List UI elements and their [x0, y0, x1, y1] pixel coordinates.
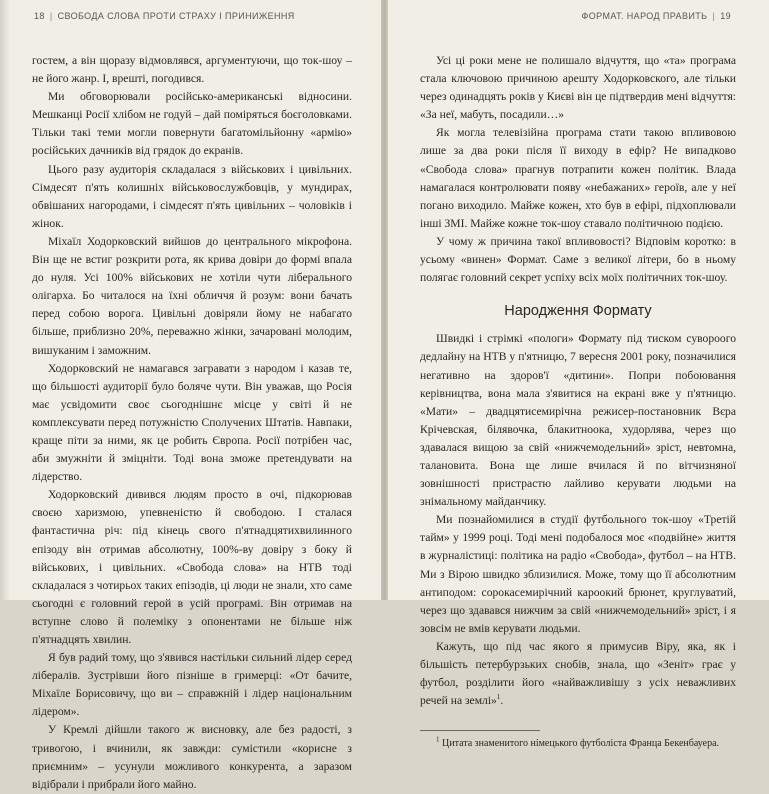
- page-edge-shadow: [0, 0, 10, 600]
- paragraph-text: Кажуть, що під час якого я примусив Віру, яка, як і більшість петербурзьких снобів, знала, що «Зеніт» грає у футбол, розділити його «найважливішу з усіх неважливих речей на землі»: [420, 639, 736, 708]
- paragraph: Швидкі і стрімкі «пологи» Формату під тиском сувороого дедлайну на НТВ у п'ятницю, 7 вересня 2001 року, позначилися негативно на здоров'ї «дитини». Попри побоювання керівництва, вона мала з'явитися на екрані вже у п'ятницю. «Мати» – двадцятисемирічна режисер-постановник Вєра Крічевская, білявочка, блакитноока, худорлява, через що здавалася вищою за свій «нижчемодельний» зріст, невтомна, талановита. Вона ще лише вчилася й по вітчизняної зовнішності пристрастю лайливо керувати людьми на знімальному майданчику.: [420, 332, 736, 509]
- left-page: [0, 0, 381, 791]
- right-body-text: [420, 52, 736, 750]
- section-heading: Народження Формату: [504, 303, 652, 320]
- running-head-separator: |: [712, 11, 716, 21]
- paragraph: Ми обговорювали російсько-американські відносини. Мешканці Росії хлібом не годуй – дай поміряться боєголовками. Тільки такі теми могли повернути багатомільйонну «армію» російських дачників від грядок до екранів.: [32, 90, 352, 158]
- footnote-marker: 1: [436, 735, 440, 744]
- paragraph: Ходорковский не намагався загравати з народом і казав те, що більшості аудиторії було боляче чути. Він уважав, що Росія має усвідомити своє сьогоднішнє місце у світі й не комплексувати перед потужністю Сполучених Штатів. Навпаки, краще піти за ними, як це робить Європа. Росії потрібен час, аби змужніти й зміцніти. Тоді вона зможе претендувати на лідерство.: [32, 361, 352, 484]
- paragraph: Ми познайомилися в студії футбольного ток-шоу «Третій тайм» у 1999 році. Тоді мені подобалося моє «подвійне» життя в журналістиці: політика на радіо «Свобода», футбол – на НТВ. Ми з Вірою швидко зблизилися. Може, тому що її абсолютним антиподом: сорокасемирічний кароокий брюнет, круглуватий, через що здавався нижчим за свій «нижчемодельний» зріст, і я зовсім не вмів керувати людьми.: [420, 513, 736, 635]
- paragraph: У Кремлі дійшли такого ж висновку, але без радості, з тривогою, і вчинили, як завжди: сумістили «корисне з приємним» – усунули можливого конкурента, а заразом відібрали і прибрали його майно.: [32, 723, 352, 791]
- right-page-number: 19: [720, 11, 731, 21]
- footnote-divider: [420, 730, 540, 731]
- paragraph: Міхаїл Ходорковский вийшов до центрального мікрофона. Він ще не встиг розкрити рота, як крива довіри до формі впала до нуля. Усі 100% військових не хотіли чути ліберального олігарха. Бо читалося на їхні обличчя й розум: вони бачать перед собою ворога. Цивільні довіряли йому не набагато більше, приблизно 20%, переважно жінки, зачаровані молодим, вишуканим і заможним.: [32, 234, 352, 357]
- paragraph: гостем, а він щоразу відмовлявся, аргументуючи, що ток-шоу – не його жанр. І, врешті, погодився.: [32, 54, 352, 86]
- footnote-reference: 1: [496, 693, 501, 702]
- paragraph: Цього разу аудиторія складалася з військових і цивільних. Сімдесят п'ять колишніх військовослужбовців, у мундирах, обвішаних нагородами, і сімдесят п'ять цивільних – чоловіків і жінок.: [32, 162, 352, 230]
- paragraph: Ходорковский дивився людям просто в очі, підкорював своєю харизмою, упевненістю й свободою. І сталася фантастична річ: під кінець свого п'ятнадцятихвилинного епізоду він отримав абсолютну, 100%-ву довіру з боку й військових, і цивільних. «Свобода слова» на НТВ тоді складалася з чотирьох таких епізодів, ці люди не знали, хто саме сьогодні є головний герой в усій програмі. Він отримав на вступне слово й полеміку з опонентами не більше ніж п'ятнадцять хвилин.: [32, 488, 352, 646]
- right-running-head: [582, 11, 731, 21]
- footnote: [420, 737, 736, 750]
- paragraph: Як могла телевізійна програма стати такою впливовою лише за два роки після її виходу в ефір? Не випадково «Свобода слова» прагнув потрапити кожен політик. Влада намагалася контролювати появу «небажаних» героїв, але у неї погано виходило. Майже кожен, хто був в ефірі, підхоплювали інші ЗМІ. Майже кожне ток-шоу ставало політичною подією.: [420, 126, 736, 230]
- paragraph: Усі ці роки мене не полишало відчуття, що «та» програма стала ключовою причиною арешту Ходорковского, але тільки через одинадцять років у Києві він це підтвердив мені відчуття: «За неї, мабуть, посадили…»: [420, 54, 736, 122]
- footnote-text: Цитата знаменитого німецького футболіста Франца Бекенбауера.: [442, 738, 720, 750]
- running-head-separator: |: [49, 11, 53, 21]
- left-page-number: 18: [34, 11, 45, 21]
- paragraph: Я був радий тому, що з'явився настільки сильний лідер серед лібералів. Зустрівши його пізніше в гримерці: «От бачите, Міхаїле Борисовичу, що ви – справжній і лідер національним лідером».: [32, 651, 352, 719]
- right-page: [388, 0, 769, 750]
- paragraph: Кажуть, що під час якого я примусив Віру, яка, як і більшість петербурзьких снобів, знала, що «Зеніт» грає у футбол, розділити його «найважливішу з усіх неважливих речей на землі»$^1$.: [420, 639, 736, 708]
- left-running-head: [34, 11, 295, 21]
- book-gutter: [381, 0, 388, 600]
- paragraph: У чому ж причина такої впливовості? Відповім коротко: в усьому «винен» Формат. Саме з великої літери, бо в ньому полягає головний секрет успіху всіх моїх політичних ток-шоу.: [420, 234, 736, 285]
- left-running-title: СВОБОДА СЛОВА ПРОТИ СТРАХУ І ПРИНИЖЕННЯ: [57, 11, 295, 21]
- right-running-title: ФОРМАТ. НАРОД ПРАВИТЬ: [581, 11, 708, 21]
- left-body-text: [32, 52, 352, 794]
